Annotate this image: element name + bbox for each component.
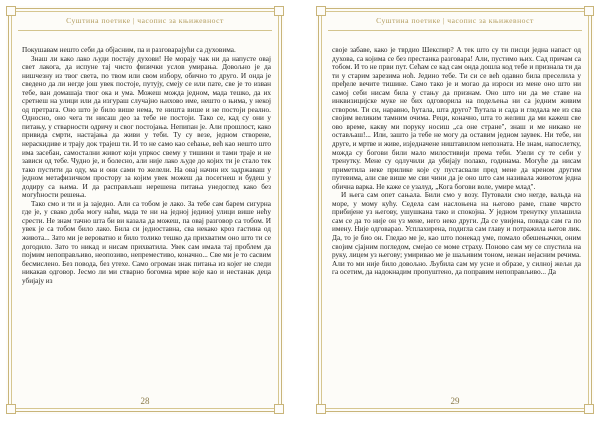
body-text bbox=[332, 46, 581, 394]
corner-ornament bbox=[6, 6, 16, 16]
corner-ornament bbox=[316, 6, 326, 16]
corner-ornament bbox=[274, 6, 284, 16]
paragraph: Тако смо и ти и ја заједно. Али са тобом је лако. За тебе сам барем сигурна где је, у свако доба могу наћи, мада те ни на једној јединој улици више нећу срести. Не знам тачно шта би ви казала да можеш, па овај разговор са тобом. И увек је са тобом било лако. Била си једноставна, сва некако кроз гастина од живота... Зато ми је вероватно и било толико тешко да прихватим оно што ти се догодило. Зато то никад и нисам прихватила. Увек сам имала тај проблем да појмим непоправљиво, неопозиво, непреместиво, коначно... Све ми је то сасвим бесмислено. Без повода, без утехе. Само огроман знак питања из којег не следи никакав одговор. Јесмо ли ми стварно богомна мрве које као и нестанак деца убијају из bbox=[22, 199, 271, 285]
paragraph: И њега сам опет сањала. Били смо у возу. Путовали смо негде, вальда на море, у мому кућу. Седела сам наслоњена на његово раме, главе чврсто прибијене уз његову, ушушкана тако и спокојна. У једном тренутку уплашила сам се да то није он уз мене, него неко други. Да се увијена, повада сам га по имену. Није одговарао. Усплахирена, подигла сам главу и потражила његов лик. Да, то је био он. Гледао ме је, као што понекад уме, помало обешењачки, оним својим сјајним погледом, смејао се моме страху. Поново сам му се спустила на руку, лицем уз његову; умиривао ме је шаљивим тоном, нежан нејасним речима. Али то ми није било довољно. Љубила сам му усне и образе, у силној жељи да га осетим, да надокнадим пропуштено, да поправим непоправљиво... Да bbox=[332, 191, 581, 277]
left-page bbox=[6, 6, 284, 414]
page-number: 29 bbox=[450, 396, 460, 406]
header-rule bbox=[328, 30, 582, 31]
body-text bbox=[22, 46, 271, 394]
running-header: Суштина поетике | часопис за књижевност bbox=[376, 16, 534, 25]
paragraph: своје забаве, како је тврдио Шекспир? А тек што су ти писци једна напаст од духова, са којима се без престанка разговара! Али, пустимо њих. Сад причам са тобом. И то не први пут. Сећам се кад сам онда дошла код тебе и признала ти да ти у старим зарезима ноћ. Једино тебе. Ти си се већ одавно била преселила у пређеле вечите тишине. Само тако је и могао да изроси из мене оно што ни самој себи нисам била у стању да признам. Оно што ни да ме ставе на инквизицијске муке не бих одговорила на подељења ни са једним живим створом. Ти си, наравно, ћутала, шта друго? Ћутала и сада и гледала ме из сва својим великим тамним очима. Реци, коначно, шта то желиш да ми кажеш све ово време, какву ми поруку носиш „са оне стране", знаш и ме никако не остављаш!... Или, зашто ја тебе не могу да оставим једном заувек. Ни тебе, ни друге, и мртве и живе, изједначене ништавилом непозната. Не знам, напослетку, можда су богови били мало милостивији према теби. Узели су те себи у тренутку. Мене су одлучили да убијају полако, годинама. Могуће да нисам приметила неке прилике које су пустасвали пред мене да креном другим путевима, али све више ме сви чини да је оно што сам називала животом једна обична варка. Не каже се узалуд, „Кога богови воле, умире млад". bbox=[332, 46, 581, 191]
paragraph: Знаш ли како лако људи постају духови! Не морају чак ни да напусте овај свет лакога, да испуне тај чисто физички услов умирања. Довољно је да нишчезну из твог света, по твом или свом избору, обично то друго. И онда је сведено да ли негде још увек постоје, путују, смеју се или пате, све је то изван тебе, ван домашаја твог ока и ума. Можеш можда једном, мада тешко, да их сретнеш на улици или да изгураш случајно њихово име, нешто о њима, у некој од претрага. Оно што је било више нема, те ништа више и не постоји реално. Односно, оно чега ти нисаш део за тебе не постоји. Тако се, кад су они у питању, у стварности одричу и свог постојања. Непипан је. Али прошлост, како привида смрти, настајања да живи у теби. Ту су везе, једном створене, нераскидиве и трају док трајеш ти. И то не само као сећање, већ као нешто што има засебан, самостални живот који упркос свему у тишини и тами траје и не зависи од тебе. Чудно је, и болесно, али није лако људе до којих ти је стало тек тако пустити да оду, ма и они сами то желели. На овај начин их задржаваш у једном метафизичком простору за којим увек можеш да посегнеш и будеш у додиру са њима. И да расправљаш нерешена питања унедоглед како без могућности решења. bbox=[22, 54, 271, 200]
header-rule bbox=[18, 30, 272, 31]
gutter bbox=[292, 0, 308, 426]
running-header: Суштина поетике | часопис за књижевност bbox=[66, 16, 224, 25]
paragraph: Покушавам нешто себи да објасним, па и разговарајући са духовима. bbox=[22, 46, 236, 54]
right-page bbox=[316, 6, 594, 414]
corner-ornament bbox=[584, 6, 594, 16]
page-number: 28 bbox=[140, 396, 150, 406]
